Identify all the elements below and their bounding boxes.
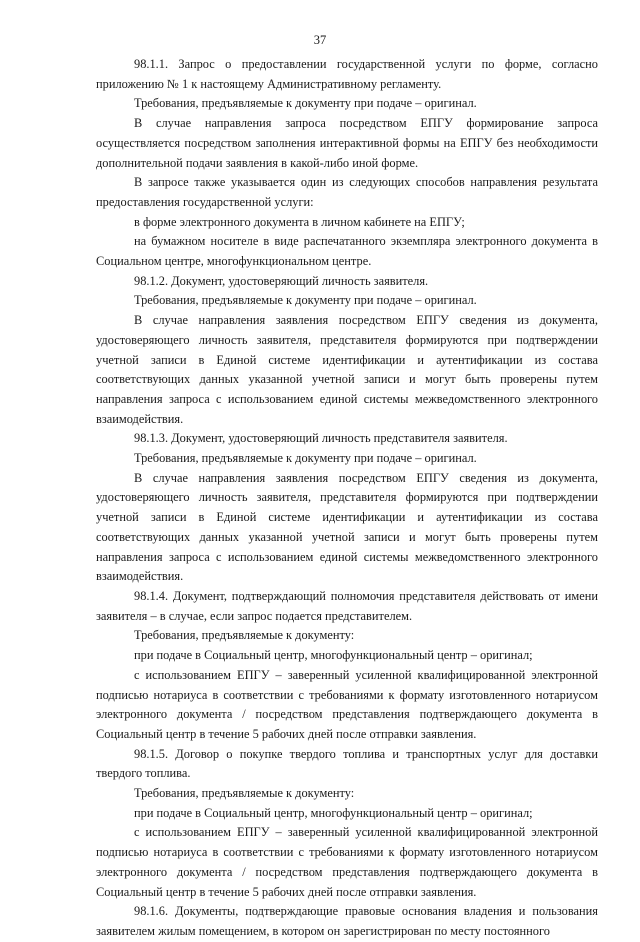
- paragraph: 98.1.6. Документы, подтверждающие правовые основания владения и пользования заявителем жилым помещением, в котором он зарегистрирован по месту постоянного: [96, 904, 598, 938]
- paragraph: Требования, предъявляемые к документу при подаче – оригинал.: [134, 451, 477, 466]
- paragraph: В случае направления заявления посредством ЕПГУ сведения из документа, удостоверяющего личность заявителя, представителя формируются при подтверждении учетной записи в Единой системе идентификации и аутентификации из состава соответствующих данных указанной учетной записи и могут быть проверены путем направления запроса с использованием единой системы межведомственного электронного взаимодействия.: [96, 470, 598, 584]
- paragraph: 98.1.2. Документ, удостоверяющий личность заявителя.: [134, 273, 429, 288]
- paragraph: при подаче в Социальный центр, многофункциональный центр – оригинал;: [134, 648, 533, 663]
- paragraph: при подаче в Социальный центр, многофункциональный центр – оригинал;: [134, 805, 533, 820]
- paragraph: Требования, предъявляемые к документу при подаче – оригинал.: [134, 293, 477, 308]
- paragraph: на бумажном носителе в виде распечатанного экземпляра электронного документа в Социальном центре, многофункциональном центре.: [96, 234, 598, 269]
- paragraph: с использованием ЕПГУ – заверенный усиленной квалифицированной электронной подписью нотариуса в соответствии с требованиями к формату изготовленного нотариусом электронного документа / посредством представления подтверждающего документа в Социальный центр в течение 5 рабочих дней после отправки заявления.: [96, 825, 598, 899]
- paragraph: 98.1.4. Документ, подтверждающий полномочия представителя действовать от имени заявителя – в случае, если запрос подается представителем.: [96, 588, 598, 623]
- document-body: [96, 55, 598, 942]
- paragraph: В случае направления запроса посредством ЕПГУ формирование запроса осуществляется посредством заполнения интерактивной формы на ЕПГУ без необходимости дополнительной подачи заявления в какой-либо иной форме.: [96, 116, 598, 170]
- paragraph: Требования, предъявляемые к документу при подаче – оригинал.: [134, 96, 477, 111]
- paragraph: В случае направления заявления посредством ЕПГУ сведения из документа, удостоверяющего личность заявителя, представителя формируются при подтверждении учетной записи в Единой системе идентификации и аутентификации из состава соответствующих данных указанной учетной записи и могут быть проверены путем направления запроса с использованием единой системы межведомственного электронного взаимодействия.: [96, 313, 598, 426]
- paragraph: Требования, предъявляемые к документу:: [134, 786, 355, 801]
- paragraph: 98.1.3. Документ, удостоверяющий личность представителя заявителя.: [134, 431, 508, 446]
- paragraph: в форме электронного документа в личном кабинете на ЕПГУ;: [134, 214, 465, 229]
- paragraph: В запросе также указывается один из следующих способов направления результата предоставления государственной услуги:: [96, 175, 598, 209]
- page-number: 37: [313, 33, 327, 47]
- paragraph: 98.1.5. Договор о покупке твердого топлива и транспортных услуг для доставки твердого топлива.: [96, 746, 598, 781]
- paragraph: Требования, предъявляемые к документу:: [134, 628, 355, 643]
- paragraph: 98.1.1. Запрос о предоставлении государственной услуги по форме, согласно приложению № 1 к настоящему Административному регламенту.: [96, 57, 598, 91]
- paragraph: с использованием ЕПГУ – заверенный усиленной квалифицированной электронной подписью нотариуса в соответствии с требованиями к формату изготовленного нотариусом электронного документа / посредством представления подтверждающего документа в Социальный центр в течение 5 рабочих дней после отправки заявления.: [96, 667, 598, 741]
